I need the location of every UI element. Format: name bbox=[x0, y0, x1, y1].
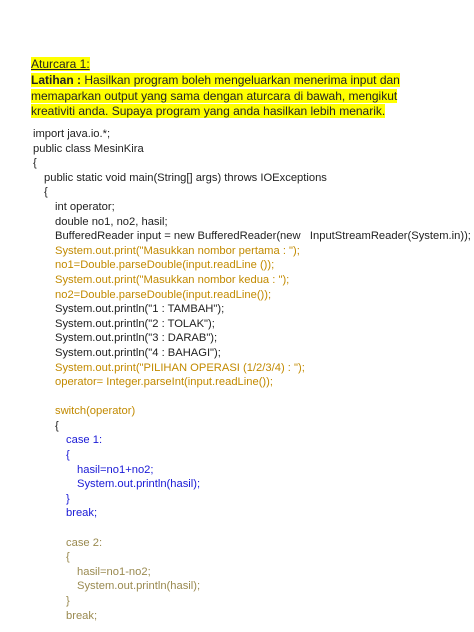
code-line: public static void main(String[] args) throws IOExceptions bbox=[44, 171, 327, 184]
code-line: System.out.println(hasil); bbox=[77, 580, 201, 593]
code-line: { bbox=[33, 157, 37, 170]
code-line bbox=[33, 390, 463, 405]
code-line: } bbox=[66, 595, 70, 607]
code-line: { bbox=[66, 449, 70, 462]
exercise-text: Hasilkan program boleh mengeluarkan menerima input dan memaparkan output yang sama dengan aturcara di bawah, mengikut kreativiti anda. Supaya program yang anda hasilkan lebih menarik. bbox=[31, 73, 400, 118]
exercise-label: Latihan : bbox=[31, 73, 81, 87]
code-line: System.out.print("PILIHAN OPERASI (1/2/3/4) : "); bbox=[55, 361, 305, 374]
code-line: System.out.println("3 : DARAB"); bbox=[55, 332, 218, 345]
code-line: no1=Double.parseDouble(input.readLine ()); bbox=[55, 259, 275, 272]
code-line: { bbox=[55, 419, 59, 432]
code-line: { bbox=[66, 551, 70, 564]
code-line: break; bbox=[66, 609, 98, 622]
code-line: import java.io.*; bbox=[33, 128, 111, 140]
code-line: break; bbox=[66, 507, 98, 520]
exercise-instructions bbox=[31, 73, 443, 120]
code-line: System.out.println(hasil); bbox=[77, 478, 201, 491]
code-line: } bbox=[66, 492, 70, 505]
code-line: System.out.print("Masukkan nombor kedua : "); bbox=[55, 273, 290, 286]
code-line: System.out.println("4 : BAHAGI"); bbox=[55, 346, 221, 359]
code-block bbox=[33, 127, 471, 623]
code-line: hasil=no1+no2; bbox=[77, 463, 154, 476]
exercise-highlight bbox=[31, 73, 400, 118]
code-line: operator= Integer.parseInt(input.readLine()); bbox=[55, 376, 273, 389]
code-line: switch(operator) bbox=[55, 405, 136, 418]
code-line: no2=Double.parseDouble(input.readLine()); bbox=[55, 288, 272, 301]
code-line: System.out.print("Masukkan nombor pertama : "); bbox=[55, 244, 300, 257]
code-line: int operator; bbox=[55, 200, 115, 213]
code-line: double no1, no2, hasil; bbox=[55, 215, 168, 228]
code-line: public class MesinKira bbox=[33, 142, 144, 155]
code-line bbox=[33, 521, 463, 536]
code-line: System.out.println("1 : TAMBAH"); bbox=[55, 303, 225, 316]
code-line: case 2: bbox=[66, 536, 103, 549]
code-line: BufferedReader input = new BufferedReader(new InputStreamReader(System.in)); bbox=[55, 230, 471, 243]
code-line: case 1: bbox=[66, 434, 103, 447]
code-line: hasil=no1-no2; bbox=[77, 565, 151, 578]
code-line: { bbox=[44, 186, 48, 199]
code-line: System.out.println("2 : TOLAK"); bbox=[55, 317, 215, 330]
section-title: Aturcara 1: bbox=[31, 57, 90, 71]
